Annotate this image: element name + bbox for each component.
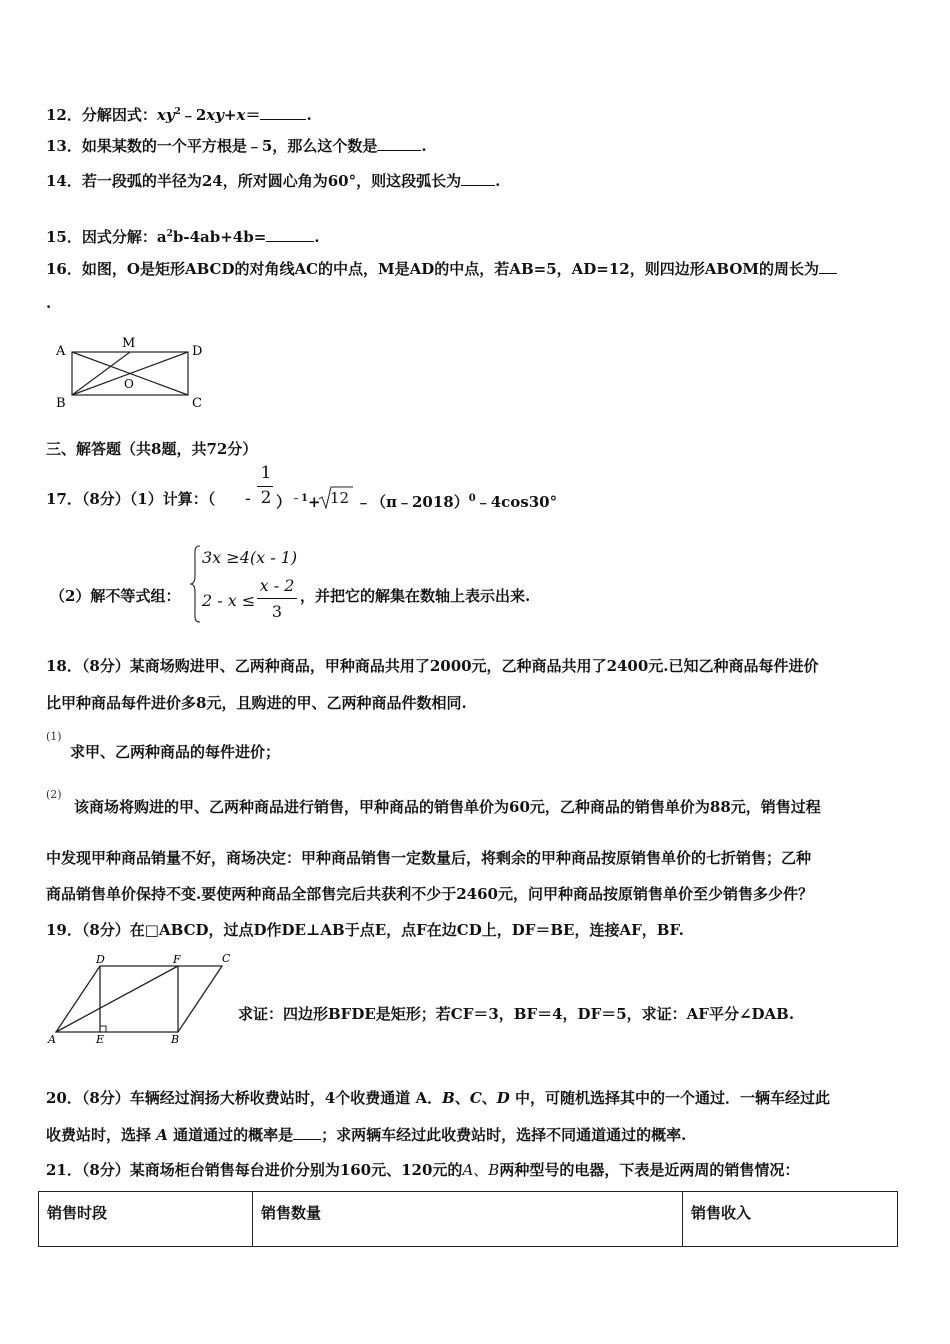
- label-d: D: [192, 344, 203, 359]
- question-17-part2-tail: ，并把它的解集在数轴上表示出来.: [300, 587, 531, 605]
- inequality-1: 3x ≥4(x - 1): [202, 548, 298, 567]
- label-c: C: [222, 952, 231, 965]
- answer-blank: [461, 171, 495, 186]
- system-brace: [188, 544, 202, 624]
- rectangle-figure: [50, 334, 220, 414]
- answer-blank: [266, 227, 314, 242]
- question-21-line1: 21．（8分）某商场柜台销售每台进价分别为160元、120元的A、B两种型号的电器，下表是近两周的销售情况：: [46, 1161, 800, 1179]
- question-17-part2-label: （2）解不等式组：: [50, 587, 181, 605]
- question-12: 12．分解因式：$xy^2﹣2xy+x=$ .: [46, 106, 312, 124]
- sub-number-2: (2): [46, 788, 62, 801]
- inequality-2-denominator: 3: [271, 602, 283, 621]
- label-f: F: [173, 953, 181, 966]
- question-17-part1-tail: ﹣（π﹣2018）$^0$﹣4cos30°: [356, 493, 558, 511]
- question-19-line1: 19．（8分）在□ABCD，过点D作DE⊥AB于点E，点F在边CD上，DF＝BE，连接AF，BF.: [46, 921, 684, 939]
- label-c: C: [192, 396, 202, 411]
- question-20-line1: 20．（8分）车辆经过润扬大桥收费站时，4个收费通道 A．B、C、D 中，可随机选择其中的一个通过．一辆车经过此: [46, 1089, 831, 1107]
- fraction-bar: [257, 486, 273, 487]
- section-title: 三、解答题（共8题，共72分）: [46, 440, 258, 458]
- label-a: A: [48, 1033, 56, 1045]
- sales-table: [38, 1191, 898, 1247]
- table-header-cell: 销售时段: [39, 1192, 253, 1247]
- question-18-line2: 比甲种商品每件进价多8元，且购进的甲、乙两种商品件数相同.: [46, 694, 467, 712]
- table-header-row: [39, 1192, 898, 1247]
- question-17-part1: 17．（8分）（1）计算：（: [46, 490, 216, 508]
- label-e: E: [96, 1033, 105, 1045]
- parallelogram-abcd: [56, 966, 222, 1032]
- segment-mb: [72, 352, 130, 395]
- question-20-line2: 收费站时，选择 A 通道通过的概率是 ；求两辆车经过此收费站时，选择不同通道通过的概率.: [46, 1126, 687, 1144]
- label-a: A: [56, 344, 66, 359]
- question-18-line1: 18．（8分）某商场购进甲、乙两种商品，甲种商品共用了2000元，乙种商品共用了2400元.已知乙种商品每件进价: [46, 657, 819, 675]
- question-18-sub2-line1: 该商场将购进的甲、乙两种商品进行销售，甲种商品的销售单价为60元，乙种商品的销售单价为88元，销售过程: [74, 798, 821, 816]
- label-m: M: [122, 336, 136, 351]
- minus-sign: -: [245, 489, 251, 509]
- label-b: B: [56, 396, 66, 411]
- label-b: B: [171, 1033, 180, 1045]
- question-17-part1-rest: ）$^{﹣1}$+: [276, 493, 321, 511]
- inequality-fraction-bar: [257, 598, 297, 599]
- fraction-numerator: 1: [260, 463, 272, 483]
- answer-blank: [819, 259, 837, 274]
- question-19-proof: 求证：四边形BFDE是矩形；若CF＝3，BF＝4，DF＝5，求证：AF平分∠DAB.: [238, 1005, 795, 1023]
- question-16-end: .: [46, 294, 52, 312]
- parallelogram-figure: [46, 951, 236, 1045]
- segment-af: [56, 966, 178, 1032]
- question-16: 16．如图，O是矩形ABCD的对角线AC的中点，M是AD的中点，若AB=5，AD=12，则四边形ABOM的周长为: [46, 259, 837, 279]
- answer-blank: [293, 1125, 321, 1140]
- table-header-cell: 销售收入: [683, 1192, 898, 1247]
- label-o: O: [124, 377, 134, 391]
- table-header-cell: 销售数量: [253, 1192, 683, 1247]
- answer-blank: [260, 105, 306, 120]
- fraction-denominator: 2: [260, 488, 272, 508]
- answer-blank: [377, 136, 421, 151]
- question-15: 15．因式分解：$a^2b-4ab+4b=$ .: [46, 228, 320, 246]
- question-18-sub2-line3: 商品销售单价保持不变.要使两种商品全部售完后共获利不少于2460元，问甲种商品按原销售单价至少销售多少件？: [46, 885, 813, 903]
- question-13: 13．如果某数的一个平方根是﹣5，那么这个数是 .: [46, 137, 427, 155]
- question-18-sub2-line2: 中发现甲种商品销量不好，商场决定：甲种商品销售一定数量后，将剩余的甲种商品按原销售单价的七折销售；乙种: [46, 849, 812, 867]
- inequality-2-numerator: x - 2: [259, 576, 295, 595]
- inequality-2-left: 2 - x ≤: [202, 591, 256, 610]
- question-14: 14．若一段弧的半径为24，所对圆心角为60°，则这段弧长为 .: [46, 172, 501, 190]
- sub-number-1: (1): [46, 730, 62, 743]
- label-d: D: [96, 953, 105, 966]
- question-18-sub1: 求甲、乙两种商品的每件进价；: [70, 743, 281, 761]
- sqrt-argument: 12: [330, 489, 350, 507]
- right-angle-mark: [100, 1026, 106, 1032]
